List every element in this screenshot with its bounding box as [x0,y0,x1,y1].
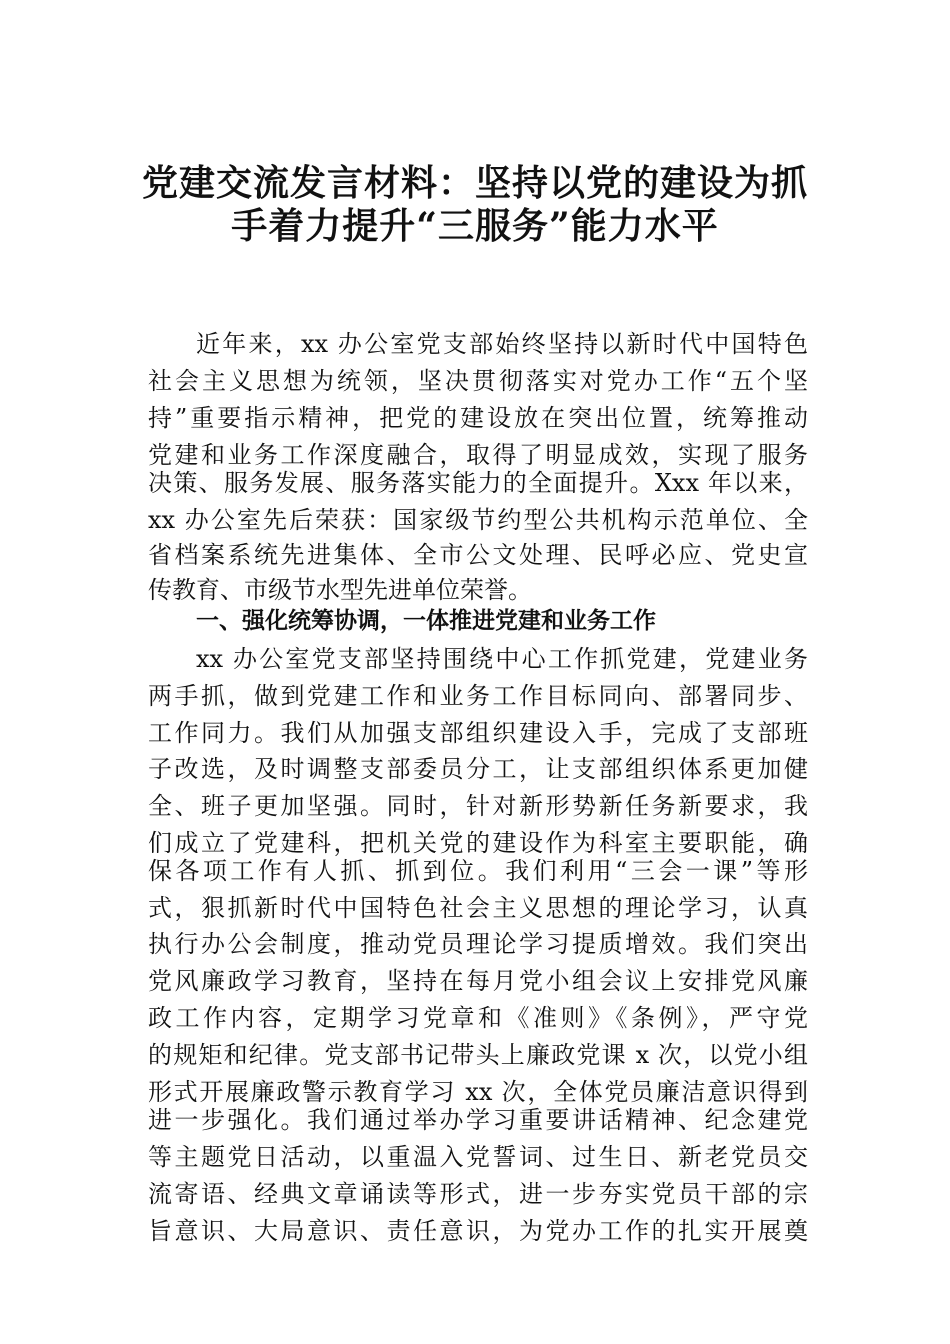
paragraph-2-line: 子改选，及时调整支部委员分工，让支部组织体系更加健 [148,755,808,783]
paragraph-2-line: 两手抓，做到党建工作和业务工作目标同向、部署同步、 [148,682,808,710]
paragraph-2-line: 执行办公会制度，推动党员理论学习提质增效。我们突出 [148,930,808,958]
paragraph-2-line: 政工作内容，定期学习党章和《准则》《条例》，严守党 [148,1004,808,1032]
paragraph-2-line: 党风廉政学习教育，坚持在每月党小组会议上安排党风廉 [148,967,808,995]
section-heading-1: 一、强化统筹协调，一体推进党建和业务工作 [196,608,656,634]
paragraph-2-line: 们成立了党建科，把机关党的建设作为科室主要职能，确 [148,829,808,857]
document-title-line-1: 党建交流发言材料：坚持以党的建设为抓 [141,162,808,204]
paragraph-1-line: 传教育、市级节水型先进单位荣誉。 [148,576,532,604]
paragraph-2-line: 流寄语、经典文章诵读等形式，进一步夯实党员干部的宗 [148,1180,808,1208]
paragraph-2-line: 的规矩和纪律。党支部书记带头上廉政党课 x 次，以党小组 [148,1041,808,1069]
paragraph-2-line: 旨意识、大局意识、责任意识，为党办工作的扎实开展奠 [148,1217,808,1245]
paragraph-2-line: 工作同力。我们从加强支部组织建设入手，完成了支部班 [148,719,808,747]
paragraph-2-line: 进一步强化。我们通过举办学习重要讲话精神、纪念建党 [148,1106,808,1134]
paragraph-1-line: 省档案系统先进集体、全市公文处理、民呼必应、党史宣 [148,541,808,569]
paragraph-1-line: 近年来，xx 办公室党支部始终坚持以新时代中国特色 [196,330,808,358]
paragraph-2-line: 形式开展廉政警示教育学习 xx 次，全体党员廉洁意识得到 [148,1078,808,1106]
paragraph-2-line: 保各项工作有人抓、抓到位。我们利用“三会一课”等形 [148,857,808,885]
paragraph-2-line: 等主题党日活动，以重温入党誓词、过生日、新老党员交 [148,1143,808,1171]
paragraph-1-line: 社会主义思想为统领，坚决贯彻落实对党办工作“五个坚 [148,367,808,395]
paragraph-2-line: xx 办公室党支部坚持围绕中心工作抓党建，党建业务 [196,645,808,673]
paragraph-1-line: 决策、服务发展、服务落实能力的全面提升。Xxx 年以来， [148,469,808,497]
paragraph-1-line: 持”重要指示精神，把党的建设放在突出位置，统筹推动 [148,404,808,432]
paragraph-2-line: 全、班子更加坚强。同时，针对新形势新任务新要求，我 [148,792,808,820]
paragraph-1-line: xx 办公室先后荣获：国家级节约型公共机构示范单位、全 [148,506,808,534]
paragraph-2-line: 式，狠抓新时代中国特色社会主义思想的理论学习，认真 [148,894,808,922]
document-title-line-2: 手着力提升“三服务”能力水平 [231,205,719,247]
paragraph-1-line: 党建和业务工作深度融合，取得了明显成效，实现了服务 [148,441,808,469]
